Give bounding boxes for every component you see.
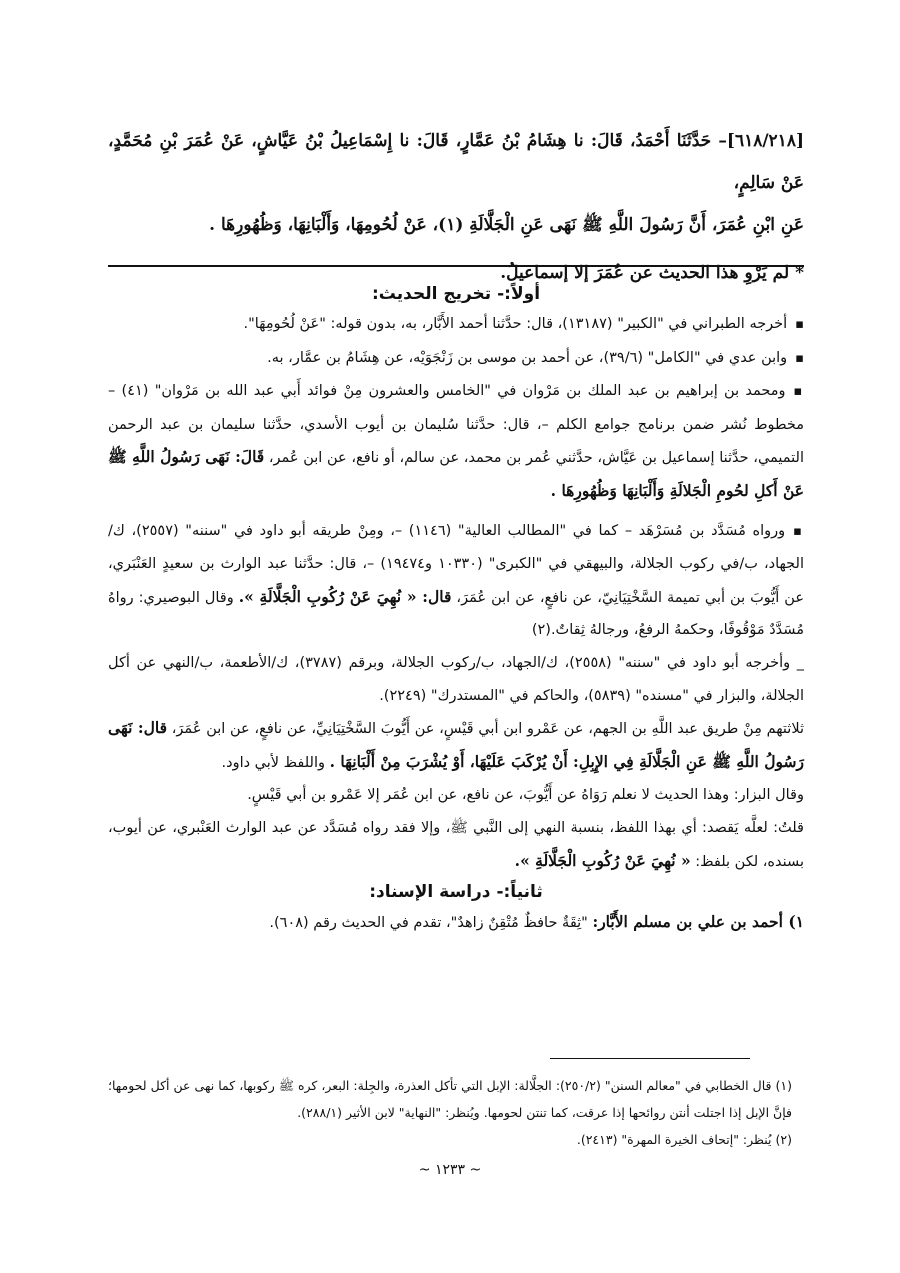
takhrij-paragraph-4 [108,515,804,647]
takhrij-paragraph-6-text: ثلاثتهم مِنْ طريق عبد اللَّهِ بن الجهم، عن عَمْرو ابن أبي قَيْسٍ، عن أَيُّوبَ السَّخْتِيَانِيِّ، عن نافعٍ، عن ابن عُمَرَ، [171,721,805,738]
takhrij-paragraph-4-tail: وقال البوصيري: رواهُ مُسَدَّدٌ مَوْقُوفًا، وحكمهُ الرفعُ، ورجالهُ ثِقاتٌ.(٢) [108,589,804,639]
takhrij-paragraph-4-text: ورواه مُسَدَّد بن مُسَرْهَد – كما في "المطالب العالية" (١١٤٦) –، ومِنْ طريقه أبو داود في "سننه" (٢٥٥٧)، ك/الجهاد، ب/في ركوب الجلالة، والبيهقي في "الكبرى" (١٠٣٣٠ و١٩٤٧٤) –، قال: حدَّثنا عبد الوارث بن سعيدٍ العَنْبَري، عن أَيُّوبَ بن أبي تميمة السَّخْتِيَانِيّ، عن نافعٍ، عن ابن عُمَرَ، [108,522,804,606]
separator-line [108,265,804,267]
takhrij-paragraph-3-quote: قَالَ: نَهَى رَسُولُ اللَّهِ ﷺ عَنْ أَكلِ لحُومِ الْجَلالَةِ وَأَلْبَانِهَا وَظُهُورِهَا . [108,447,804,500]
isnad-item-1-name: ١) أحمد بن علي بن مسلم الأَبَّار: [592,912,804,932]
hadith-line-2: عَنِ ابْنِ عُمَرَ، أَنَّ رَسُولَ اللَّهِ ﷺ نَهَى عَنِ الْجَلَّالَةِ (١)، عَنْ لُحُومِهَا، وَأَلْبَانِهَا، وَظُهُورِهَا . [209,215,804,235]
takhrij-paragraph-6-tail: واللفظ لأبي داود. [221,754,326,771]
takhrij-paragraph-8-text: قلتُ: لعلَّه يَقصد: أي بهذا اللفظ، بنسبة النهي إلى النَّبي ﷺ، وإلا فقد رواه مُسَدَّد عن عبد الوارث العَنْبري، عن أيوب، بسنده، لكن بلفظ: [108,819,804,870]
commentary-body [108,280,804,940]
takhrij-paragraph-3-text: ومحمد بن إبراهيم بن عبد الملك بن مَرْوان في "الخامس والعشرون مِنْ فوائد أَبي عبد الله بن مَرْوان" (٤١) – مخطوط نُشر ضمن برنامج جوامع الكلم –، قال: حدَّثنا سُليمان بن أيوب الأسدي، حدَّثنا سليمان بن عبد الرحمن التميمي، حدَّثنا إسماعيل بن عَيَّاش، حدَّثني عُمر بن محمد، عن سالم، أو نافع، عن ابن عُمر، [108,383,804,467]
footnote-1: (١) قال الخطابي في "معالم السنن" (٢٥٠/٢): الجلَّالة: الإبل التي تأكل العذرة، والجِلة: البعر، كره ﷺ ركوبها، كما نهى عن أكل لحومها؛ فإنَّ الإبل إذا اجتلت أنتن روائحها إذا عرقت، كما تنتن لحومها. ويُنظر: "النهاية" لابن الأثير (٢٨٨/١). [108,1078,793,1120]
hadith-text [108,120,804,294]
section-title-isnad: ثانياً:- دراسة الإسناد: [369,882,543,903]
footnote-separator [550,1058,750,1059]
takhrij-paragraph-1: ▪ أخرجه الطبراني في "الكبير" (١٣١٨٧)، قال: حدَّثنا أحمد الأَبَّار، به، بدون قوله: "عَنْ لُحُومِهَا". [108,308,804,342]
section-title-takhrij: أولاً:- تخريج الحديث: [371,284,541,304]
takhrij-paragraph-3 [108,375,804,508]
page-number: ~ ١٢٣٣ ~ [418,1162,482,1178]
takhrij-paragraph-6 [108,712,804,779]
hadith-note: * لم يَرْوِ هذا الحديث عن عُمَرَ إلا إسماعيلُ. [500,263,804,283]
takhrij-paragraph-5: _ وأخرجه أبو داود في "سننه" (٢٥٥٨)، ك/الجهاد، ب/ركوب الجلالة، وبرقم (٣٧٨٧)، ك/الأطعمة، ب/النهي عن أكل الجلالة، والبزار في "مسنده" (٥٨٣٩)، والحاكم في "المستدرك" (٢٢٤٩). [108,654,805,704]
footnotes [108,1072,792,1153]
takhrij-paragraph-7: وقال البزار: وهذا الحديث لا نعلم رَوَاهُ عن أَيُّوبَ، عن نافع، عن ابن عُمَر إلا عَمْرو بن أبي قَيْسٍ. [247,787,804,804]
takhrij-paragraph-8 [108,812,804,878]
takhrij-paragraph-4-quote: قال: « نُهِيَ عَنْ رُكُوبِ الْجَلَّالَةِ ». [238,586,452,606]
takhrij-paragraph-6-quote: قال: نَهَى رَسُولُ اللَّهِ ﷺ عَنِ الْجَلَّالَةِ فِي الإِبِلِ: أَنْ يُرْكَبَ عَلَيْهَا، أَوْ يُشْرَبَ مِنْ أَلْبَانِهَا . [108,718,804,771]
footnote-2: (٢) يُنظر: "إتحاف الخيرة المهرة" (٢٤١٣). [576,1132,792,1147]
isnad-item-1 [108,906,804,940]
hadith-line-1: [٦١٨/٢١٨]– حَدَّثَنَا أَحْمَدُ، قَالَ: نا هِشَامُ بْنُ عَمَّارٍ، قَالَ: نا إِسْمَاعِيلُ بْنُ عَيَّاشٍ، عَنْ عُمَرَ بْنِ مُحَمَّدٍ، عَنْ سَالِمٍ، [108,131,804,193]
takhrij-paragraph-8-quote: « نُهِيَ عَنْ رُكُوبِ الْجَلَّالَةِ ». [514,850,691,870]
takhrij-paragraph-2: ▪ وابن عدي في "الكامل" (٣٩/٦)، عن أحمد بن موسى بن زَنْجَوَيْه، عن هِشَامُ بن عمَّار، به. [108,342,804,376]
isnad-item-1-text: "ثِقَةٌ حافظٌ مُتْقِنٌ زاهدٌ"، تقدم في الحديث رقم (٦٠٨). [269,915,588,932]
